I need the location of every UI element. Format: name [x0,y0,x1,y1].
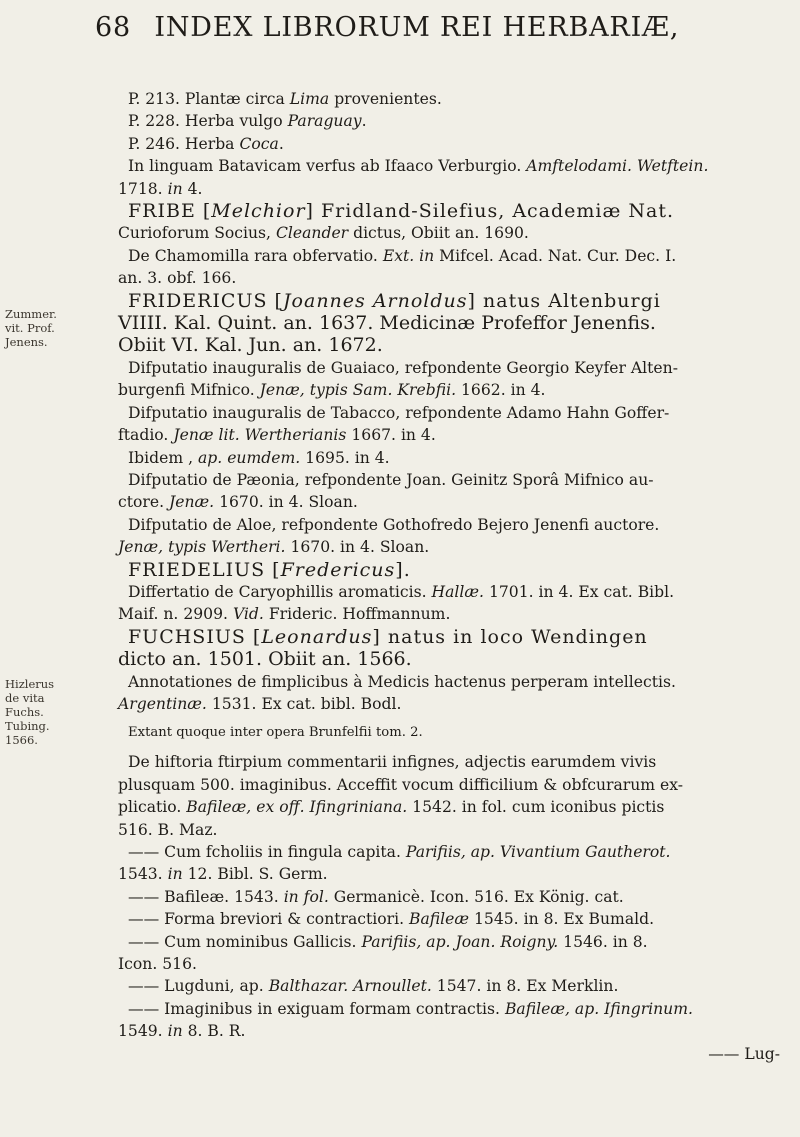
text-line [118,290,780,312]
text-segment: 1718. [118,179,168,198]
text-segment: burgenfi Mifnico. [118,381,260,400]
text-segment: Obiit VI. Kal. Jun. an. 1672. [118,334,383,357]
italic-segment: Jenæ, typis Sam. Krebfii. [259,381,457,400]
margin-note-hizlerus: Hizlerus de vita Fuchs. Tubing. 1566. [5,677,55,747]
text-line [118,841,780,863]
text-line [118,931,780,953]
text-segment: . [278,134,284,153]
text-line [118,796,780,818]
text-segment: In linguam Batavicam verfus ab Ifaaco Verburgio. [128,157,527,176]
text-line [118,1020,780,1042]
text-segment: 1542. in fol. cum iconibus pictis [407,798,665,817]
text-line [118,222,780,244]
italic-segment: in [167,179,183,198]
text-segment: —— Bafileæ. 1543. [128,887,284,906]
text-segment: 1695. in 4. [300,448,390,467]
text-segment: ] Fridland-Silefius, Academiæ Nat. [305,200,675,223]
text-line [118,155,780,177]
text-line [118,447,780,469]
text-line [118,357,780,379]
text-line [118,774,780,796]
index-text [118,88,780,1065]
text-segment: FRIDERICUS [ [128,289,283,312]
text-line [118,626,780,648]
text-segment: De hiftoria ftirpium commentarii infignes, adjectis earumdem vivis [128,753,657,772]
text-line [118,886,780,908]
text-segment: Difputatio inauguralis de Guaiaco, refpondente Georgio Keyfer Alten- [128,358,678,377]
text-line [118,975,780,997]
italic-segment: Cleander [275,224,349,243]
text-segment: 1701. in 4. Ex cat. Bibl. [484,582,675,601]
text-line [118,402,780,424]
italic-segment: Balthazar. Arnoullet. [268,977,432,996]
text-segment: ftadio. [118,426,174,445]
text-line [118,581,780,603]
italic-segment: Leonardus [261,625,373,648]
italic-segment: ap. eumdem. [198,448,301,467]
text-line [118,424,780,446]
text-segment: VIIII. Kal. Quint. an. 1637. Medicinæ Profeffor Jenenfis. [118,312,656,335]
text-segment: Annotationes de fimplicibus à Medicis hactenus perperam intellectis. [128,672,676,691]
text-segment: 4. [182,179,203,198]
page-number: 68 [95,12,131,43]
margin-note-zummer: Zummer. vit. Prof. Jenens. [5,307,57,349]
text-segment: Icon. 516. [118,955,197,974]
text-segment: 1545. in 8. Ex Bumald. [469,910,655,929]
text-segment: FRIBE [ [128,200,212,223]
text-line [118,863,780,885]
italic-segment: in [167,1022,183,1041]
italic-segment: Argentinæ. [118,694,207,713]
text-segment: . [361,112,367,131]
italic-segment: Bafileæ, ex off. Ifingriniana. [186,798,408,817]
text-segment: —— Lugduni, ap. [128,977,269,996]
text-line [118,267,780,289]
italic-segment: in fol. [283,887,329,906]
text-segment: provenientes. [329,90,442,108]
italic-segment: Jenæ lit. Wertherianis [173,426,347,445]
text-segment: 1670. in 4. Sloan. [285,538,430,557]
spacer [118,715,780,723]
text-segment: 1670. in 4. Sloan. [214,493,358,512]
spacer [118,743,780,751]
text-segment: Curioforum Socius, [118,224,276,243]
text-segment: 1547. in 8. Ex Merklin. [431,977,619,996]
text-segment: —— Imaginibus in exiguam formam contractis. [128,999,505,1018]
text-line [118,334,780,356]
text-line [118,693,780,715]
text-segment: FRIEDELIUS [ [128,558,281,581]
italic-segment: Jenæ. [168,493,215,512]
italic-segment: Fredericus [280,558,396,581]
text-line [118,536,780,558]
text-segment: Extant quoque inter opera Brunfelfii tom. 2. [128,725,423,741]
text-segment: ctore. [118,493,169,512]
italic-segment: in [167,865,183,884]
running-header [95,12,760,43]
text-line [118,133,780,155]
text-segment: —— Lug- [708,1044,780,1063]
text-segment: dictus, Obiit an. 1690. [348,224,529,243]
text-segment: plusquam 500. imaginibus. Acceffit vocum difficilium & obfcurarum ex- [118,775,684,794]
text-line [118,648,780,670]
text-line [118,998,780,1020]
text-segment: Difputatio de Pæonia, refpondente Joan. Geinitz Sporâ Mifnico au- [128,470,654,489]
text-line [118,671,780,693]
italic-segment: Joannes Arnoldus [282,289,468,312]
text-segment: Maif. n. 2909. [118,605,233,624]
text-line [118,908,780,930]
text-segment: Frideric. Hoffmannum. [263,605,451,624]
text-segment: 1667. in 4. [346,426,436,445]
text-line [118,312,780,334]
text-segment: —— Forma breviori & contractiori. [128,910,409,929]
text-segment: Difputatio de Aloe, refpondente Gothofredo Bejero Jenenfi auctore. [128,515,660,534]
text-line [118,491,780,513]
italic-segment: Lima [289,90,330,108]
italic-segment: Coca [239,134,279,153]
text-line [118,469,780,491]
italic-segment: Bafileæ [409,910,470,929]
text-segment: ] natus Altenburgi [467,289,661,312]
text-segment: P. 228. Herba vulgo [128,112,288,131]
italic-segment: Ext. in [382,246,435,265]
text-segment: 1531. Ex cat. bibl. Bodl. [206,694,402,713]
italic-segment: Bafileæ, ap. Ifingrinum. [504,999,693,1018]
text-line [118,245,780,267]
italic-segment: Parifiis, ap. Joan. Roigny. [361,932,559,951]
italic-segment: Paraguay [287,112,362,131]
text-segment: De Chamomilla rara obfervatio. [128,246,383,265]
text-line [118,1043,780,1065]
text-segment: dicto an. 1501. Obiit an. 1566. [118,648,412,671]
text-segment: 1549. [118,1022,168,1041]
text-segment: P. 246. Herba [128,134,240,153]
text-line [118,200,780,222]
text-line [118,751,780,773]
text-segment: 1543. [118,865,168,884]
text-segment: 8. B. R. [182,1022,246,1041]
italic-segment: Parifiis, ap. Vivantium Gautherot. [405,843,671,861]
text-line [118,603,780,625]
text-segment: ] natus in loco Wendingen [372,625,648,648]
text-segment: P. 213. Plantæ circa [128,90,290,108]
text-segment: Germanicè. Icon. 516. Ex König. cat. [328,887,624,906]
text-line [118,110,780,132]
text-line [118,178,780,200]
text-segment: 1662. in 4. [456,381,546,400]
text-line [118,723,780,743]
header-title: INDEX LIBRORUM REI HERBARIÆ, [154,12,680,43]
text-line [118,819,780,841]
text-segment: Ibidem , [128,448,198,467]
text-line [118,953,780,975]
text-segment: Mifcel. Acad. Nat. Cur. Dec. I. [434,246,677,265]
text-segment: ]. [395,558,411,581]
text-segment: —— Cum nominibus Gallicis. [128,932,362,951]
text-segment: an. 3. obf. 166. [118,269,237,288]
text-segment: Difputatio inauguralis de Tabacco, refpondente Adamo Hahn Goffer- [128,403,670,422]
italic-segment: Jenæ, typis Wertheri. [118,538,286,557]
text-segment: plicatio. [118,798,187,817]
italic-segment: Hallæ. [431,582,484,601]
text-segment: —— Cum fcholiis in fingula capita. [128,843,406,861]
italic-segment: Vid. [232,605,264,624]
text-segment: 516. B. Maz. [118,820,218,839]
text-segment: 12. Bibl. S. Germ. [182,865,328,884]
text-segment: Differtatio de Caryophillis aromaticis. [128,582,432,601]
italic-segment: Amftelodami. Wetftein. [526,157,709,176]
text-line [118,559,780,581]
text-line [118,514,780,536]
text-line [118,379,780,401]
text-line [118,88,780,110]
text-segment: 1546. in 8. [558,932,648,951]
italic-segment: Melchior [211,200,306,223]
text-segment: FUCHSIUS [ [128,625,262,648]
